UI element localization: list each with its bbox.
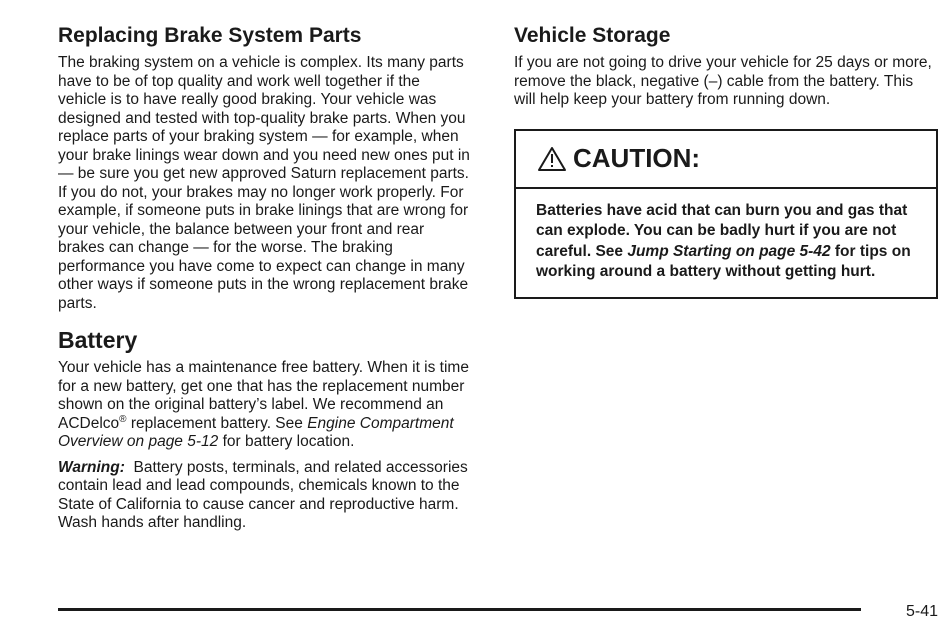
caution-title: CAUTION: — [573, 143, 701, 173]
battery-text-c: for battery location. — [218, 433, 355, 450]
brake-section-body: The braking system on a vehicle is complex. Its many parts have to be of top quality and work well together if the vehicle is to have really good braking. Your vehicle was designed and tested with top-quality brake parts. When you replace parts of your braking system — for example, when your brake linings wear down and you need new ones put in — be sure you get new approved Saturn replacement parts. If you do not, your brakes may no longer work properly. For example, if someone puts in brake linings that are wrong for your vehicle, the balance between your front and rear brakes can change — for the worse. The braking performance you have come to expect can change in many other ways if someone puts in the wrong replacement brake parts. — [58, 54, 470, 312]
battery-paragraph — [58, 359, 470, 452]
warning-triangle-icon — [537, 146, 567, 172]
footer-rule — [58, 608, 861, 611]
caution-text-b: for tips on working around a battery without getting hurt. — [536, 242, 911, 280]
battery-warning-paragraph — [58, 458, 473, 533]
battery-text-b: replacement battery. See — [126, 414, 308, 432]
page-number: 5-41 — [905, 603, 938, 620]
left-column — [58, 22, 473, 533]
battery-section-heading: Battery — [58, 327, 138, 353]
jump-starting-reference: Jump Starting on page 5-42 — [627, 242, 831, 260]
storage-section-heading: Vehicle Storage — [514, 24, 671, 47]
warning-text: Battery posts, terminals, and related accessories contain lead and lead compounds, chemicals known to the State of California to cause cancer and reproductive harm. Wash hands after handling. — [58, 458, 473, 531]
registered-mark: ® — [119, 413, 127, 425]
right-column — [514, 22, 938, 299]
storage-section-body: If you are not going to drive your vehicle for 25 days or more, remove the black, negative (–) cable from the battery. This will help keep your battery from running down. — [514, 54, 932, 108]
caution-text-a: Batteries have acid that can burn you and gas that can explode. You can be badly hurt if you are not careful. See — [536, 201, 908, 260]
brake-section-heading: Replacing Brake System Parts — [58, 24, 362, 47]
engine-compartment-reference: Engine Compartment Overview on page 5-12 — [58, 414, 454, 450]
battery-text-a: Your vehicle has a maintenance free battery. When it is time for a new battery, get one that has the replacement number shown on the original battery’s label. We recommend an ACDelco — [58, 359, 469, 432]
warning-label: Warning: — [58, 458, 125, 476]
caution-body — [516, 189, 936, 297]
caution-box — [514, 129, 938, 299]
caution-header — [516, 131, 936, 189]
